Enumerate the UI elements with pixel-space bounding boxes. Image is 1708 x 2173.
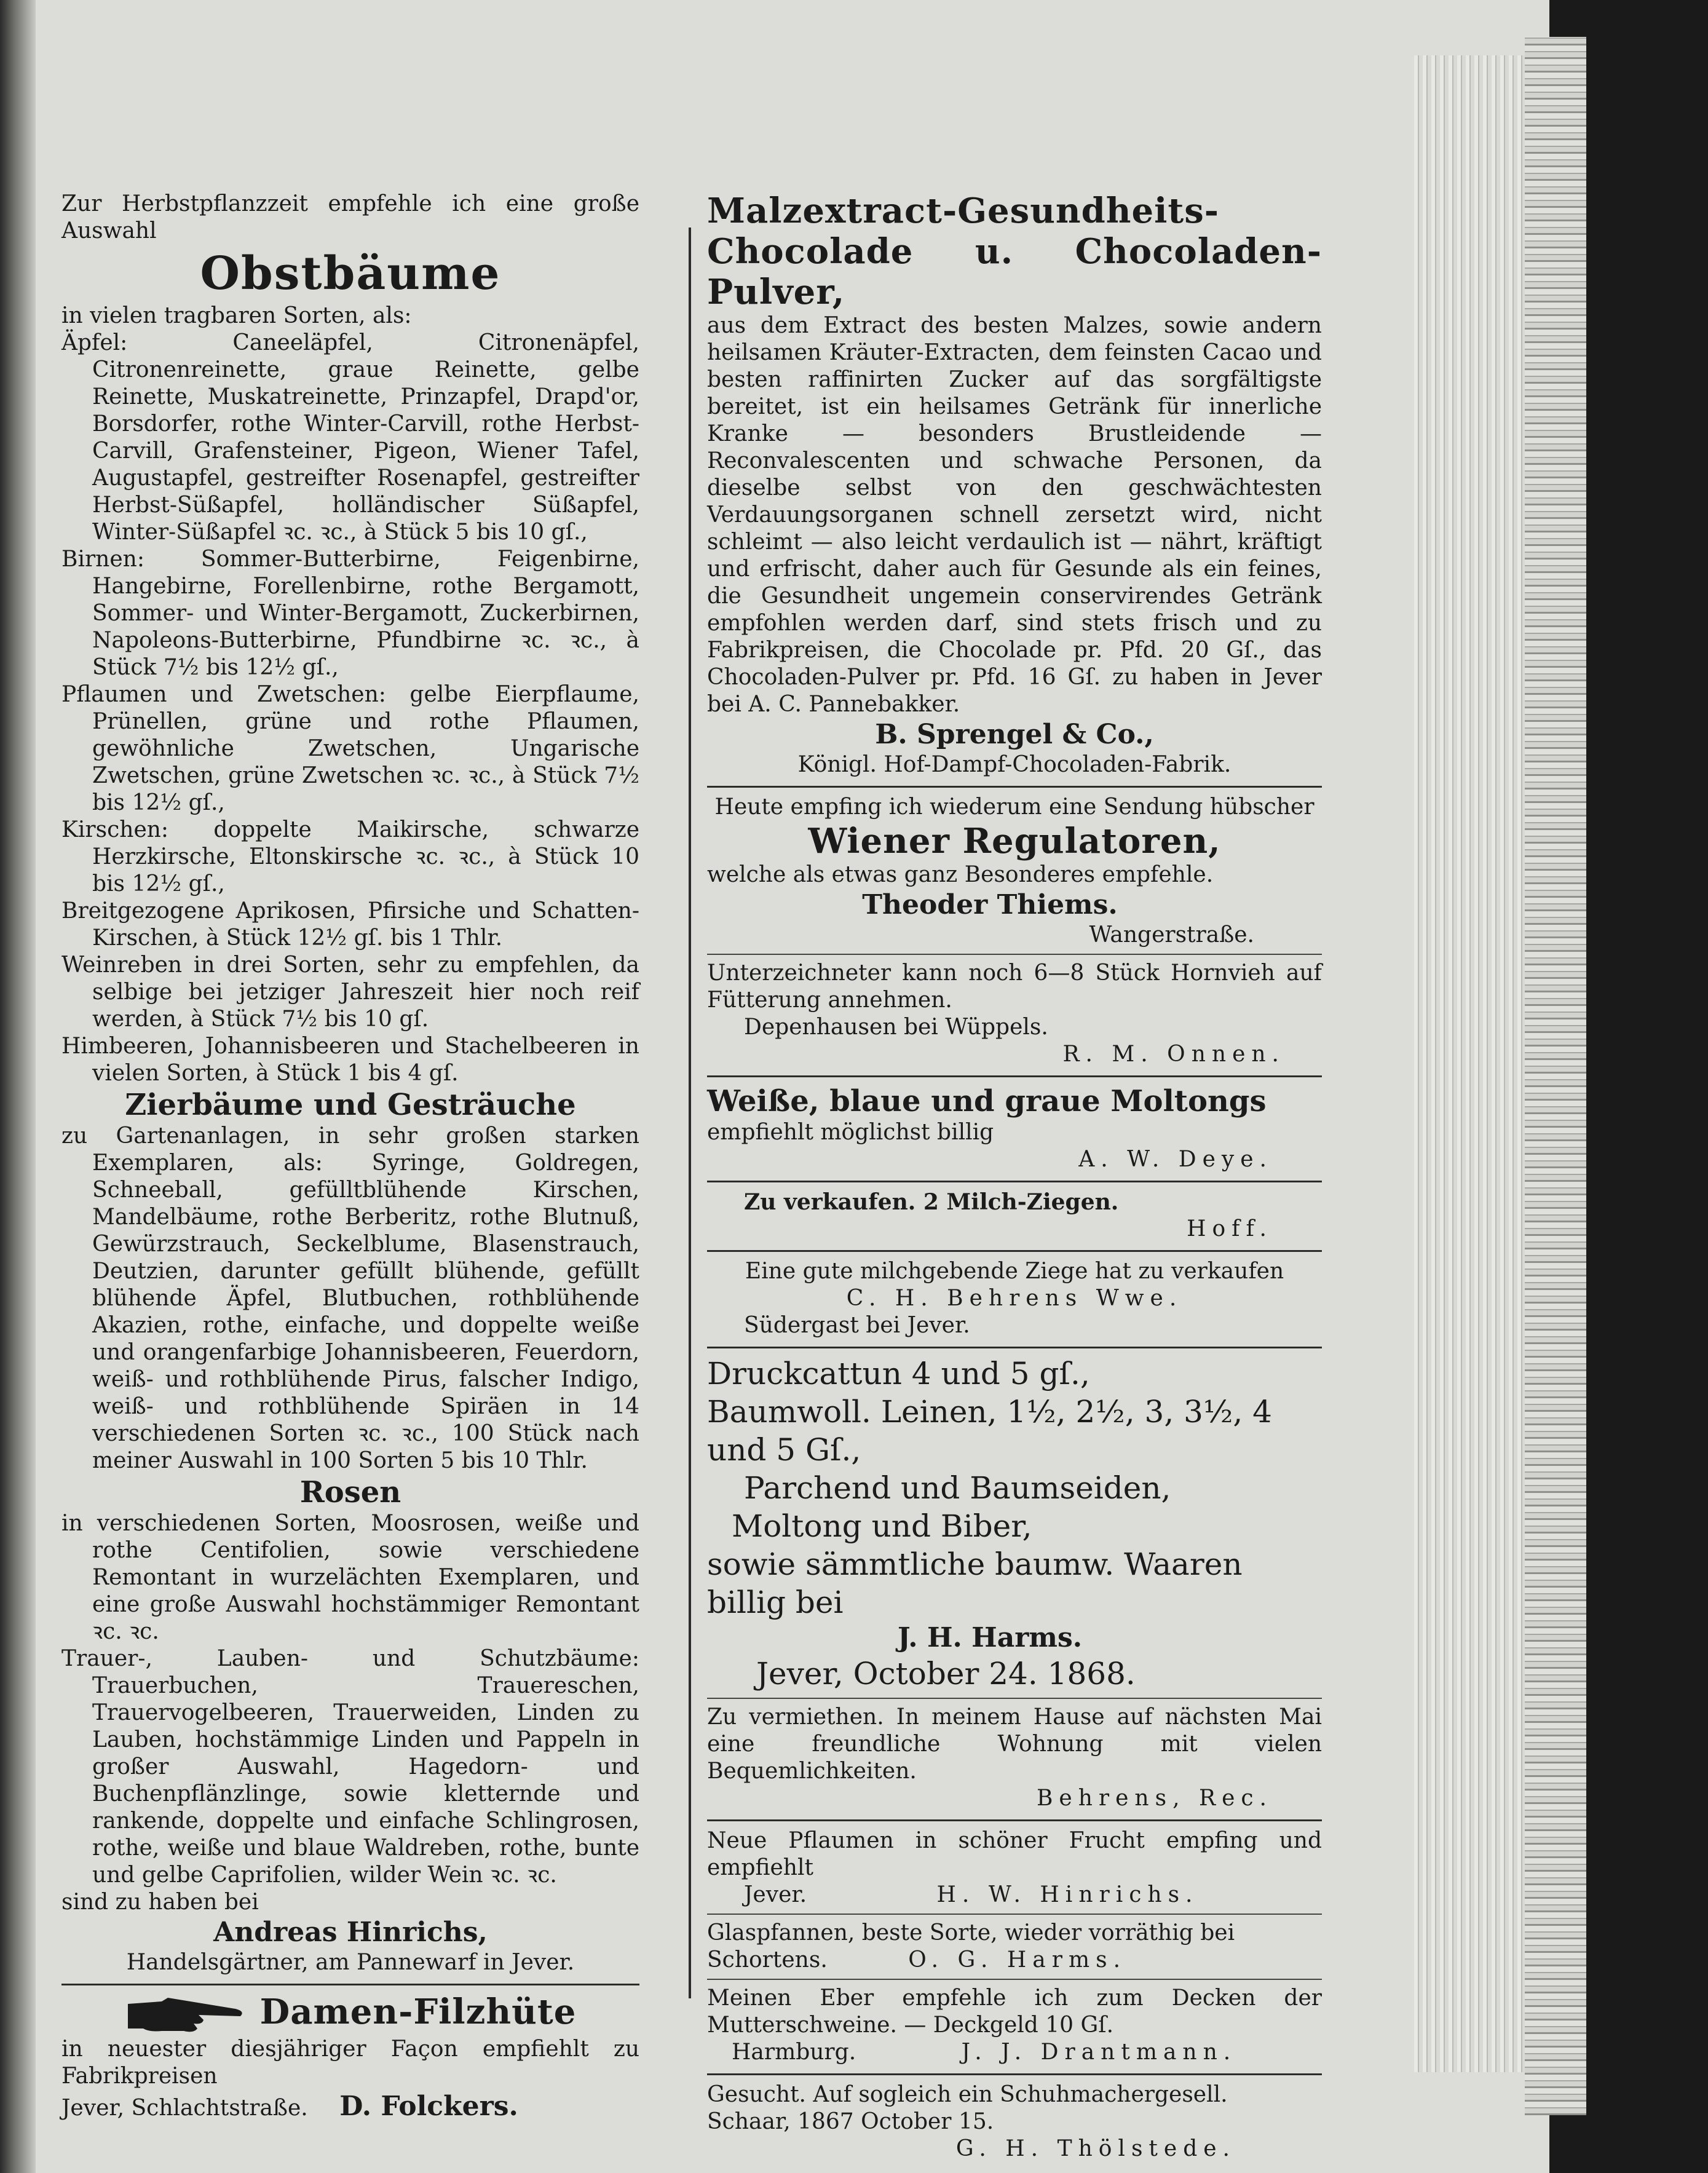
ad-separator [707,1979,1322,1980]
hornvieh-place: Depenhausen bei Wüppels. [744,1015,1048,1040]
vermiethen-seller: Behrens, Rec. [1036,1786,1273,1811]
ad-separator [707,1250,1322,1252]
filzhuete-text: in neuester diesjähriger Façon empfiehlt zu Fabrikpreisen [61,2036,639,2089]
filzhuete-title: Damen-Filzhüte [259,1992,577,2032]
moltongs-text: empfiehlt möglichst billig [707,1120,994,1145]
glaspfannen-seller: O. G. Harms. [908,1947,1127,1973]
hornvieh-text: Unterzeichneter kann noch 6—8 Stück Hornvieh auf Fütterung annehmen. [707,960,1322,1013]
harms-date: Jever, October 24. 1868. [756,1656,1136,1692]
harms-line-5: sowie sämmtliche baumw. Waaren billig bei [707,1546,1243,1620]
filzhuete-seller: D. Folckers. [339,2091,518,2123]
aepfel-text: Äpfel: Caneeläpfel, Citronenäpfel, Citronenreinette, graue Reinette, gelbe Reinette, Muskatreinette, Prinzapfel, Drapd'or, Borsdorfer, rothe Winter-Carvill, rothe Herbst-Carvill, Grafensteiner, Pigeon, Wiener Tafel, Augustapfel, gestreifter Rosenapfel, gestreifter Herbst-Süßapfel, holländischer Süßapfel, Winter-Süßapfel ꝛc. ꝛc., à Stück 5 bis 10 gſ., [61,330,639,545]
pointing-hand-icon [125,1993,248,2036]
gesucht-date: Schaar, 1867 October 15. [707,2109,994,2134]
ad-separator [707,786,1322,788]
ziege2-seller: C. H. Behrens Wwe. [846,1286,1183,1311]
harms-line-3: Parchend und Baumseiden, [744,1470,1171,1506]
eber-place: Harmburg. [732,2040,856,2065]
rosen-text: in verschiedenen Sorten, Moosrosen, weiße und rothe Centifolien, sowie verschiedene Remontant in wurzelächten Exemplaren, und eine große Auswahl hochstämmiger Remontant ꝛc. ꝛc. [61,1511,639,1644]
breitgezogene-text: Breitgezogene Aprikosen, Pfirsiche und Schatten-Kirschen, à Stück 12½ gſ. bis 1 Thlr. [61,898,639,951]
filzhuete-place: Jever, Schlachtstraße. [61,2096,308,2121]
right-column [707,191,1322,2163]
himbeeren-text: Himbeeren, Johannisbeeren und Stachelbeeren in vielen Sorten, à Stück 1 bis 4 gſ. [61,1034,639,1086]
ad-separator [707,1698,1322,1699]
zierbaeume-text: zu Gartenanlagen, in sehr großen starken Exemplaren, als: Syringe, Goldregen, Schneeball, gefülltblühende Kirschen, Mandelbäume, rothe Berberitz, rothe Blutnuß, Gewürzstrauch, Seckelblume, Blasenstrauch, Deutzien, darunter gefüllt blühende, gefüllt blühende Äpfel, Blutbuchen, rothblühende Akazien, rothe, einfache, und doppelte weiße und orangenfarbige Johannisbeeren, Feuerdorn, weiß- und rothblühende Pirus, falscher Indigo, weiß- und rothblühende Spiräen in 14 verschiedenen Sorten ꝛc. ꝛc., 100 Stück nach meiner Auswahl in 100 Sorten 5 bis 10 Thlr. [61,1123,639,1473]
weinreben-text: Weinreben in drei Sorten, sehr zu empfehlen, da selbige bei jetziger Jahreszeit hier noch reif werden, à Stück 7½ bis 10 gſ. [61,952,639,1032]
book-edge-speckle [1525,37,1586,2115]
harms-seller: J. H. Harms. [897,1622,1083,1653]
eber-text: Meinen Eber empfehle ich zum Decken der Mutterschweine. — Deckgeld 10 Gſ. [707,1985,1322,2038]
ad-separator [707,1181,1322,1182]
pflaumen-text: Pflaumen und Zwetschen: gelbe Eierpflaume, Prünellen, grüne und rothe Pflaumen, gewöhnliche Zwetschen, Ungarische Zwetschen, grüne Zwetschen ꝛc. ꝛc., à Stück 7½ bis 12½ gſ., [61,682,639,815]
regulatoren-intro: Heute empfing ich wiederum eine Sendung hübscher [714,794,1315,820]
chocolade-text: aus dem Extract des besten Malzes, sowie andern heilsamen Kräuter-Extracten, dem feinsten Cacao und besten raffinirten Zucker auf das sorgfältigste bereitet, ist ein heilsames Getränk für innerliche Kranke — besonders Brustleidende — Reconvalescenten und schwache Personen, da dieselbe selbst von den geschwächtesten Verdauungsorganen schnell zersetzt wird, nicht schleimt — also leicht verdaulich ist — nährt, kräftigt und erfrischt, daher auch für Gesunde als ein feines, die Gesundheit ungemein conservirendes Getränk empfohlen werden darf, sind stets frisch und zu Fabrikpreisen, die Chocolade pr. Pfd. 20 Gſ., das Chocoladen-Pulver pr. Pfd. 16 Gſ. zu haben in Jever bei A. C. Pannebakker. [707,313,1322,717]
trauer-text: Trauer-, Lauben- und Schutzbäume: Trauerbuchen, Trauereschen, Trauervogelbeeren, Trauerweiden, Linden zu Lauben, hochstämmige Linden und Pappeln in großer Auswahl, Hagedorn- und Buchenpflänzlinge, sowie kletternde und rankende, doppelte und einfache Schlingrosen, rothe, weiße und blaue Waldreben, rothe, bunte und gelbe Caprifolien, wilder Wein ꝛc. ꝛc. [61,1646,639,1888]
chocolade-seller: B. Sprengel & Co., [875,719,1154,750]
obstbaeume-subtitle: in vielen tragbaren Sorten, als: [61,303,412,328]
pflaumen-ad-text: Neue Pflaumen in schöner Frucht empfing und empfiehlt [707,1828,1322,1880]
moltongs-title: Weiße, blaue und graue Moltongs [707,1084,1267,1118]
pflaumen-ad-footer [707,1882,1322,1909]
eber-footer [707,2039,1322,2066]
gesucht-text: Gesucht. Auf sogleich ein Schuhmachergesell. [707,2082,1228,2107]
intro-text: Zur Herbstpflanzzeit empfehle ich eine große Auswahl [61,191,639,243]
regulatoren-title: Wiener Regulatoren, [808,821,1221,861]
ad-separator [707,1914,1322,1915]
ziegen-text: Zu verkaufen. 2 Milch-Ziegen. [744,1189,1119,1215]
ad-separator [707,954,1322,955]
filzhuete-footer [61,2090,639,2123]
seller-name: Andreas Hinrichs, [213,1917,488,1948]
ad-separator [707,1347,1322,1348]
regulatoren-street: Wangerstraße. [1089,922,1254,948]
ad-separator [707,1075,1322,1077]
birnen-text: Birnen: Sommer-Butterbirne, Feigenbirne, Hangebirne, Forellenbirne, rothe Bergamott, Sommer- und Winter-Bergamott, Zuckerbirnen, Napoleons-Butterbirne, Pfundbirne ꝛc. ꝛc., à Stück 7½ bis 12½ gſ., [61,547,639,680]
ziegen-seller: Hoff. [1187,1216,1273,1241]
ziege2-text: Eine gute milchgebende Ziege hat zu verkaufen [745,1259,1284,1284]
book-binding [0,0,36,2173]
chocolade-title: Malzextract-Gesundheits-Chocolade u. Chocoladen-Pulver, [707,191,1322,312]
ziege2-place: Südergast bei Jever. [744,1313,970,1338]
zu-haben-text: sind zu haben bei [61,1890,259,1915]
moltongs-seller: A. W. Deye. [1078,1147,1273,1172]
hornvieh-seller: R. M. Onnen. [1062,1042,1285,1067]
ad-separator [707,1819,1322,1821]
ad-separator [61,1984,639,1985]
pflaumen-ad-place: Jever. [744,1882,807,1907]
vermiethen-text: Zu vermiethen. In meinem Hause auf nächsten Mai eine freundliche Wohnung mit vielen Bequemlichkeiten. [707,1704,1322,1784]
regulatoren-seller: Theoder Thiems. [862,889,1118,920]
glaspfannen-footer [707,1947,1322,1974]
ad-separator [707,2073,1322,2075]
obstbaeume-title: Obstbäume [200,247,501,300]
zierbaeume-title: Zierbäume und Gesträuche [125,1088,576,1122]
left-column [61,191,639,2123]
pflaumen-ad-seller: H. W. Hinrichs. [936,1882,1199,1907]
regulatoren-text: welche als etwas ganz Besonderes empfehle. [707,862,1214,887]
glaspfannen-place: Schortens. [707,1947,828,1973]
filzhuete-heading [61,1992,639,2036]
harms-line-2: Baumwoll. Leinen, 1½, 2½, 3, 3½, 4 und 5 Gſ., [707,1394,1272,1468]
glaspfannen-text: Glaspfannen, beste Sorte, wieder vorräthig bei [707,1920,1235,1945]
eber-seller: J. J. Drantmann. [961,2040,1237,2065]
gesucht-seller: G. H. Thölstede. [955,2136,1236,2161]
rosen-title: Rosen [299,1475,401,1510]
harms-line-4: Moltong und Biber, [732,1508,1032,1544]
column-divider [689,228,691,1998]
kirschen-text: Kirschen: doppelte Maikirsche, schwarze Herzkirsche, Eltonskirsche ꝛc. ꝛc., à Stück 10 bis 12½ gſ., [61,817,639,897]
seller-subtitle: Handelsgärtner, am Pannewarf in Jever. [126,1950,575,1975]
chocolade-subtitle: Königl. Hof-Dampf-Chocoladen-Fabrik. [797,752,1232,777]
harms-line-1: Druckcattun 4 und 5 gſ., [707,1356,1090,1391]
